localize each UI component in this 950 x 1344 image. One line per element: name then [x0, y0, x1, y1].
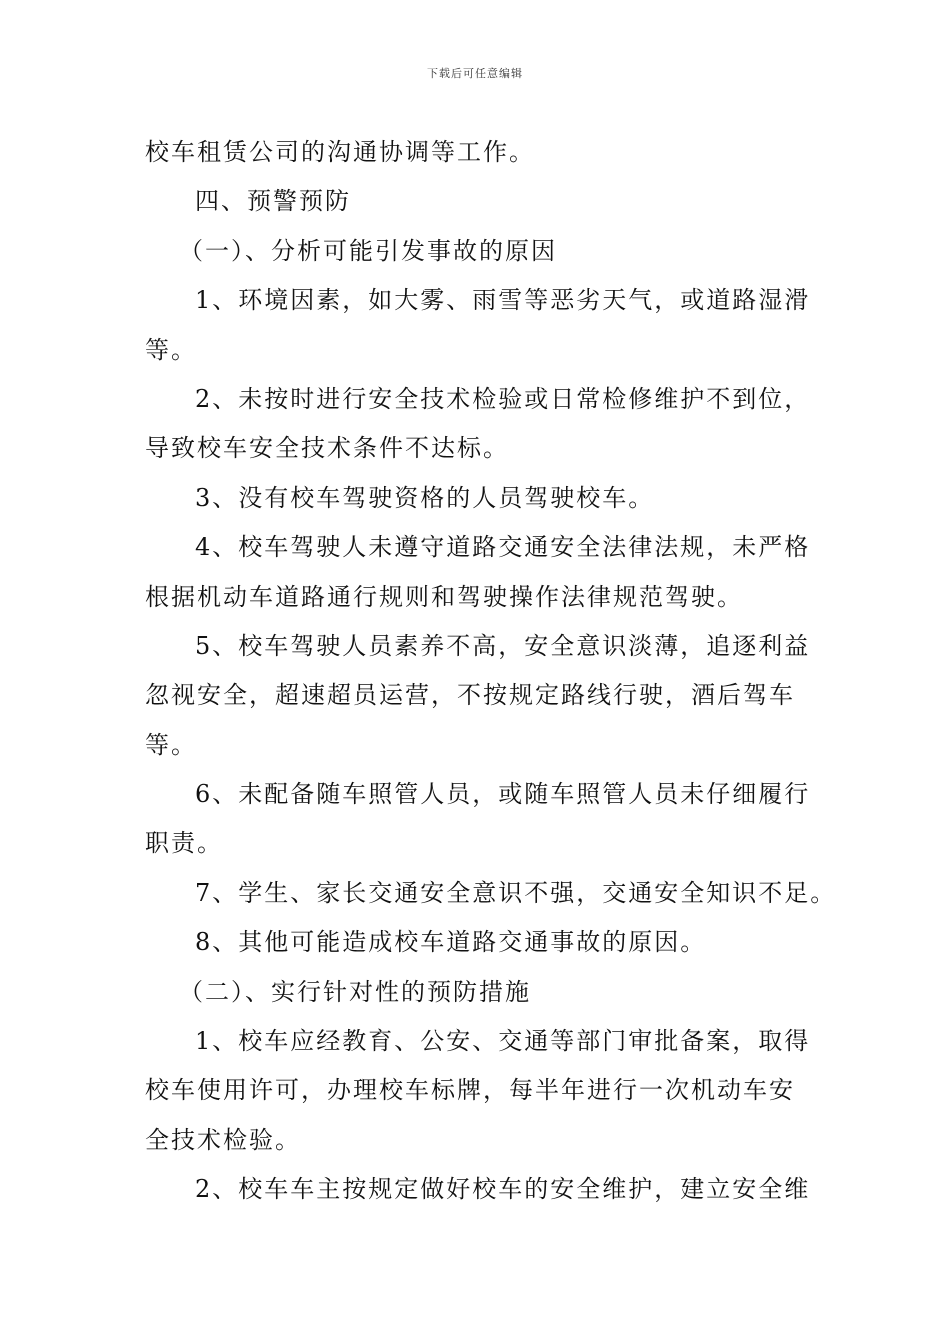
- text-line: 1、校车应经教育、公安、交通等部门审批备案，取得: [195, 1027, 811, 1056]
- text-line: 5、校车驾驶人员素养不高，安全意识淡薄，追逐利益: [195, 631, 811, 660]
- text-line: 导致校车安全技术条件不达标。: [145, 434, 509, 463]
- text-line: 4、校车驾驶人未遵守道路交通安全法律法规，未严格: [195, 533, 811, 562]
- text-line: 6、未配备随车照管人员，或随车照管人员未仔细履行: [195, 780, 811, 809]
- document-body: [145, 128, 837, 1215]
- text-line: 校车租赁公司的沟通协调等工作。: [145, 138, 535, 166]
- subsection-heading: （二）、实行针对性的预防措施: [179, 977, 531, 1006]
- section-heading: 四、预警预防: [195, 187, 351, 216]
- text-line: 2、未按时进行安全技术检验或日常检修维护不到位，: [195, 384, 811, 413]
- text-line: 1、环境因素，如大雾、雨雪等恶劣天气，或道路湿滑: [195, 286, 811, 315]
- text-line: 等。: [145, 730, 197, 759]
- text-line: 3、没有校车驾驶资格的人员驾驶校车。: [195, 483, 655, 512]
- text-line: 8、其他可能造成校车道路交通事故的原因。: [195, 928, 707, 957]
- text-line: 等。: [145, 335, 197, 364]
- text-line: 7、学生、家长交通安全意识不强，交通安全知识不足。: [195, 878, 837, 907]
- text-line: 职责。: [145, 829, 223, 858]
- text-line: 根据机动车道路通行规则和驾驶操作法律规范驾驶。: [145, 582, 743, 611]
- text-line: 2、校车车主按规定做好校车的安全维护，建立安全维: [195, 1175, 811, 1204]
- page-header-note: 下载后可任意编辑: [427, 67, 523, 80]
- text-line: 校车使用许可，办理校车标牌，每半年进行一次机动车安: [145, 1076, 795, 1105]
- subsection-heading: （一）、分析可能引发事故的原因: [179, 236, 557, 265]
- text-line: 全技术检验。: [145, 1125, 301, 1154]
- text-line: 忽视安全，超速超员运营，不按规定路线行驶，酒后驾车: [145, 681, 795, 710]
